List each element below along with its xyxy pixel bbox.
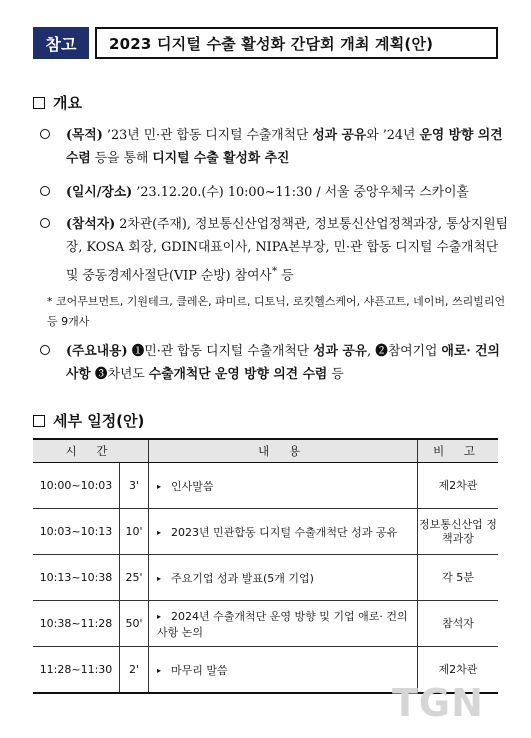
schedule-heading: 세부 일정(안) [33, 410, 144, 431]
table-row [33, 601, 498, 647]
row-duration: 50' [120, 601, 149, 647]
row-content: ▸ 2024년 수출개척단 운영 방향 및 기업 애로· 건의사항 논의 [149, 601, 418, 647]
table-header-row [33, 439, 498, 463]
row-content: ▸ 인사말씀 [149, 463, 418, 509]
row-note: 각 5분 [418, 555, 499, 601]
header-content: 내 용 [149, 439, 418, 463]
main-content-item: (주요내용) ❶민·관 합동 디지털 수출개척단 성과 공유, ❷참여기업 애로· 건의사항 ❸차년도 수출개척단 운영 방향 의견 수렴 등 [40, 340, 510, 386]
triangle-bullet-icon: ▸ [157, 611, 162, 621]
row-time: 11:28~11:30 [33, 647, 120, 694]
circle-bullet-icon [40, 345, 50, 355]
row-note: 참석자 [418, 601, 499, 647]
row-duration: 3' [120, 463, 149, 509]
row-content: ▸ 2023년 민관합동 디지털 수출개척단 성과 공유 [149, 509, 418, 555]
row-duration: 10' [120, 509, 149, 555]
circle-bullet-icon [40, 129, 50, 139]
row-time: 10:00~10:03 [33, 463, 120, 509]
row-time: 10:13~10:38 [33, 555, 120, 601]
row-time: 10:38~11:28 [33, 601, 120, 647]
triangle-bullet-icon: ▸ [157, 527, 162, 537]
overview-heading: 개요 [33, 92, 82, 113]
table-row [33, 555, 498, 601]
schedule-table [33, 438, 498, 694]
triangle-bullet-icon: ▸ [157, 573, 162, 583]
triangle-bullet-icon: ▸ [157, 481, 162, 491]
table-row [33, 463, 498, 509]
datetime-item: (일시/장소) ’23.12.20.(수) 10:00~11:30 / 서울 중앙우체국 스카이홀 [40, 181, 510, 204]
table-row [33, 509, 498, 555]
document-title: 2023 디지털 수출 활성화 간담회 개최 계획(안) [95, 27, 498, 59]
square-bullet-icon [33, 97, 45, 109]
row-content: ▸ 주요기업 성과 발표(5개 기업) [149, 555, 418, 601]
purpose-item: (목적) ’23년 민·관 합동 디지털 수출개척단 성과 공유와 ’24년 운영 방향 의견 수렴 등을 통해 디지털 수출 활성화 추진 [40, 124, 510, 170]
reference-tag: 참고 [33, 27, 89, 59]
header-note: 비 고 [418, 439, 499, 463]
circle-bullet-icon [40, 186, 50, 196]
attendees-item: (참석자) 2차관(주재), 정보통신산업정책관, 정보통신산업정책과장, 통상지원팀장, KOSA 회장, GDIN대표이사, NIPA본부장, 민·관 합동 디지털 수출개척단 및 중동경제사절단(VIP 순방) 참여사* 등 [40, 213, 510, 287]
triangle-bullet-icon: ▸ [157, 665, 162, 675]
row-duration: 2' [120, 647, 149, 694]
row-note: 정보통신산업 정책과장 [418, 509, 499, 555]
tgn-watermark: TGN [392, 681, 484, 725]
row-time: 10:03~10:13 [33, 509, 120, 555]
header-time: 시 간 [33, 439, 149, 463]
row-note: 제2차관 [418, 647, 499, 694]
circle-bullet-icon [40, 218, 50, 228]
row-note: 제2차관 [418, 463, 499, 509]
row-content: ▸ 마무리 말씀 [149, 647, 418, 694]
participants-footnote: * 코어무브먼트, 기원테크, 클레온, 파미르, 디토닉, 로킷헬스케어, 샤픈고트, 네이버, 쓰리빌리언 등 9개사 [47, 295, 506, 328]
square-bullet-icon [33, 415, 45, 427]
row-duration: 25' [120, 555, 149, 601]
title-bar [33, 27, 498, 59]
